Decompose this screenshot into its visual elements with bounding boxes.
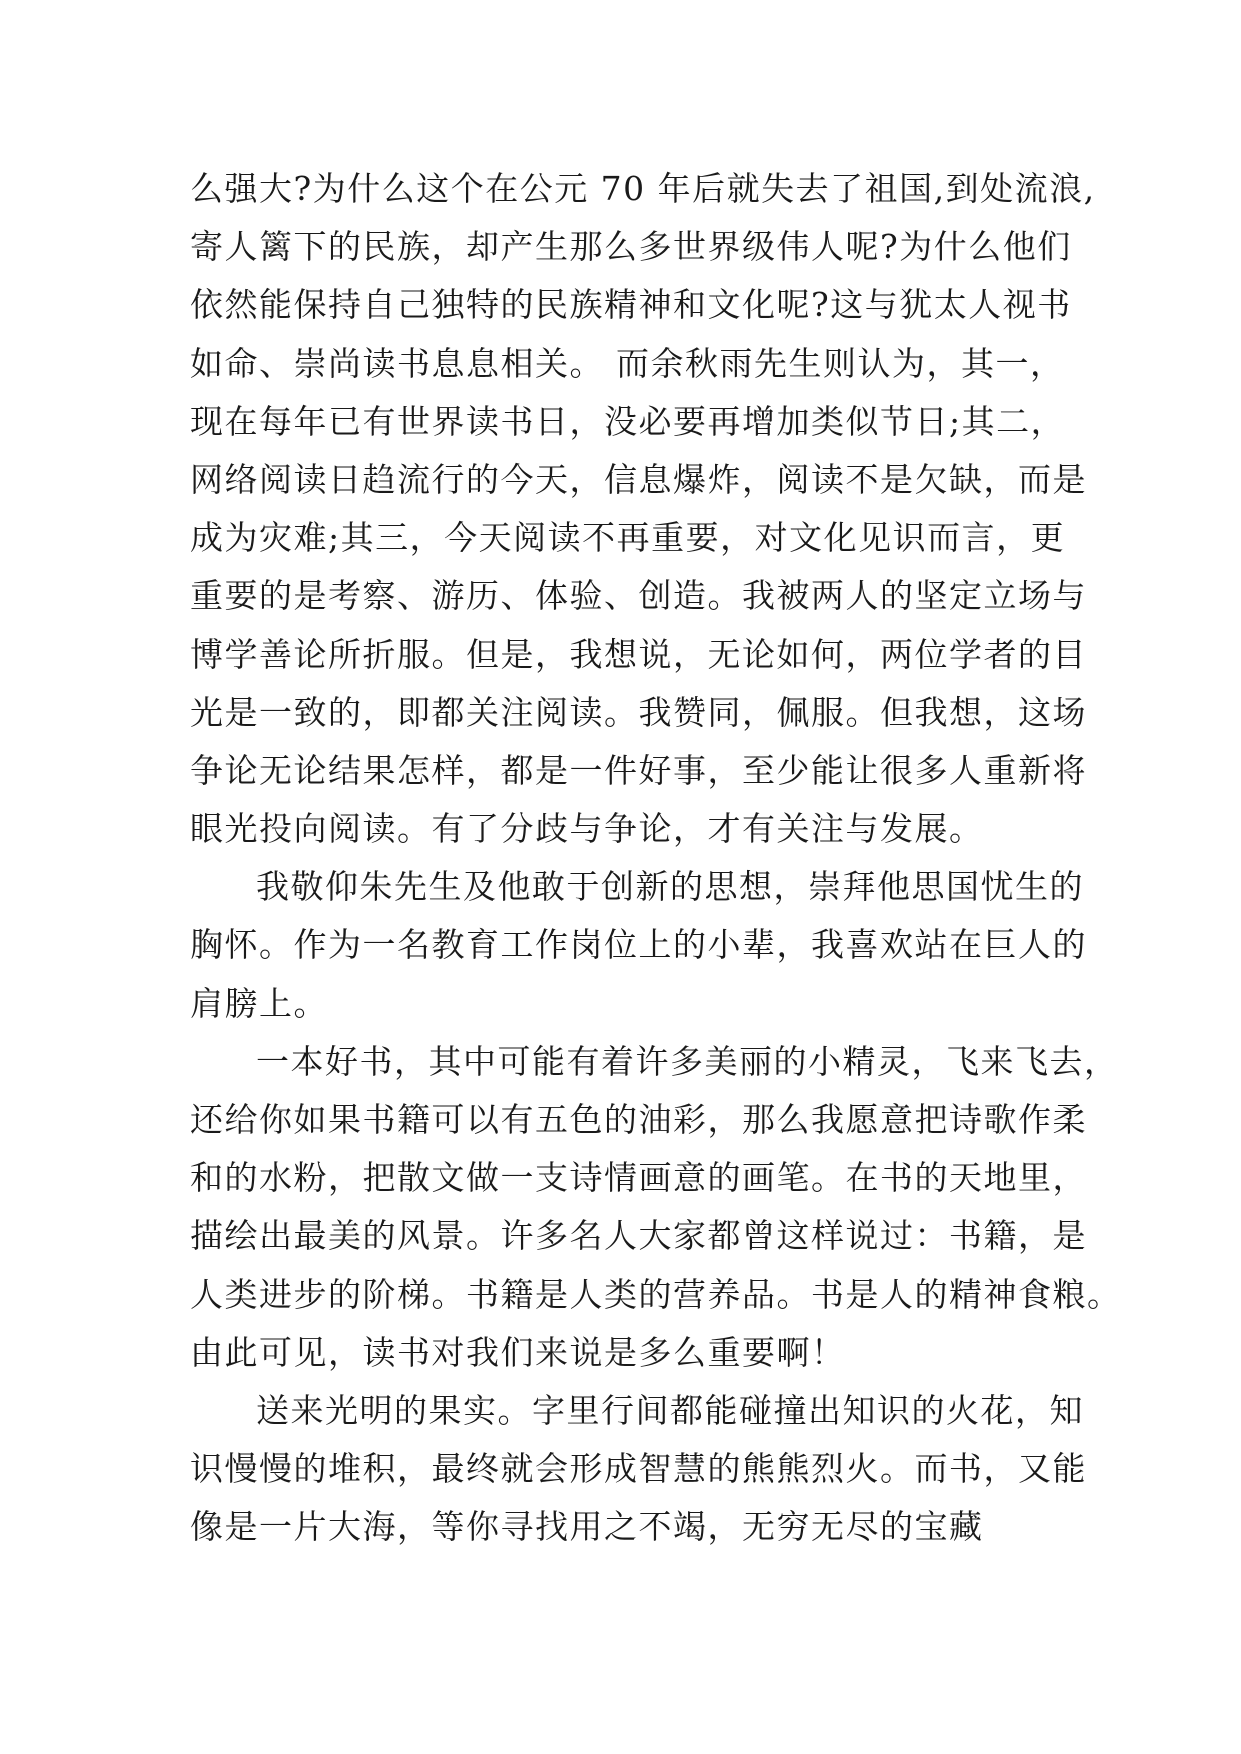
text-line: 寄人篱下的民族，却产生那么多世界级伟人呢?为什么他们 <box>190 227 1072 267</box>
text-line: 争论无论结果怎样，都是一件好事，至少能让很多人重新将 <box>190 750 1087 790</box>
body-text <box>190 160 1122 1557</box>
text-line: 胸怀。作为一名教育工作岗位上的小辈，我喜欢站在巨人的 <box>190 925 1087 965</box>
paragraph-start-line: 一本好书，其中可能有着许多美丽的小精灵，飞来飞去， <box>256 1041 1119 1081</box>
text-line: 成为灾难;其三，今天阅读不再重要，对文化见识而言，更 <box>190 518 1066 558</box>
paragraph-start-line: 送来光明的果实。字里行间都能碰撞出知识的火花，知 <box>256 1390 1084 1430</box>
text-line: 和的水粉，把散文做一支诗情画意的画笔。在书的天地里， <box>190 1158 1087 1198</box>
text-line: 博学善论所折服。但是，我想说，无论如何，两位学者的目 <box>190 634 1087 674</box>
text-line: 人类进步的阶梯。书籍是人类的营养品。书是人的精神食粮。 <box>190 1274 1122 1314</box>
text-line: 么强大?为什么这个在公元 70 年后就失去了祖国,到处流浪, <box>190 169 1096 208</box>
text-line: 如命、崇尚读书息息相关。 而余秋雨先生则认为，其一， <box>190 343 1065 383</box>
text-line: 还给你如果书籍可以有五色的油彩，那么我愿意把诗歌作柔 <box>190 1100 1087 1139</box>
text-line: 识慢慢的堆积，最终就会形成智慧的熊熊烈火。而书，又能 <box>190 1449 1087 1489</box>
paragraph-start-line: 我敬仰朱先生及他敢于创新的思想，崇拜他思国忧生的 <box>256 867 1084 907</box>
text-line: 眼光投向阅读。有了分歧与争论，才有关注与发展。 <box>190 809 984 849</box>
text-line: 现在每年已有世界读书日，没必要再增加类似节日;其二， <box>190 401 1066 441</box>
text-line: 像是一片大海，等你寻找用之不竭，无穷无尽的宝藏 <box>190 1507 984 1547</box>
text-line: 重要的是考察、游历、体验、创造。我被两人的坚定立场与 <box>190 576 1087 616</box>
text-line: 网络阅读日趋流行的今天，信息爆炸，阅读不是欠缺，而是 <box>190 459 1087 499</box>
text-line: 由此可见，读书对我们来说是多么重要啊！ <box>190 1332 846 1372</box>
text-line: 光是一致的，即都关注阅读。我赞同，佩服。但我想，这场 <box>190 692 1087 732</box>
text-line: 描绘出最美的风景。许多名人大家都曾这样说过：书籍，是 <box>190 1216 1087 1256</box>
text-line: 肩膀上。 <box>190 983 328 1023</box>
text-line: 依然能保持自己独特的民族精神和文化呢?这与犹太人视书 <box>190 285 1072 325</box>
